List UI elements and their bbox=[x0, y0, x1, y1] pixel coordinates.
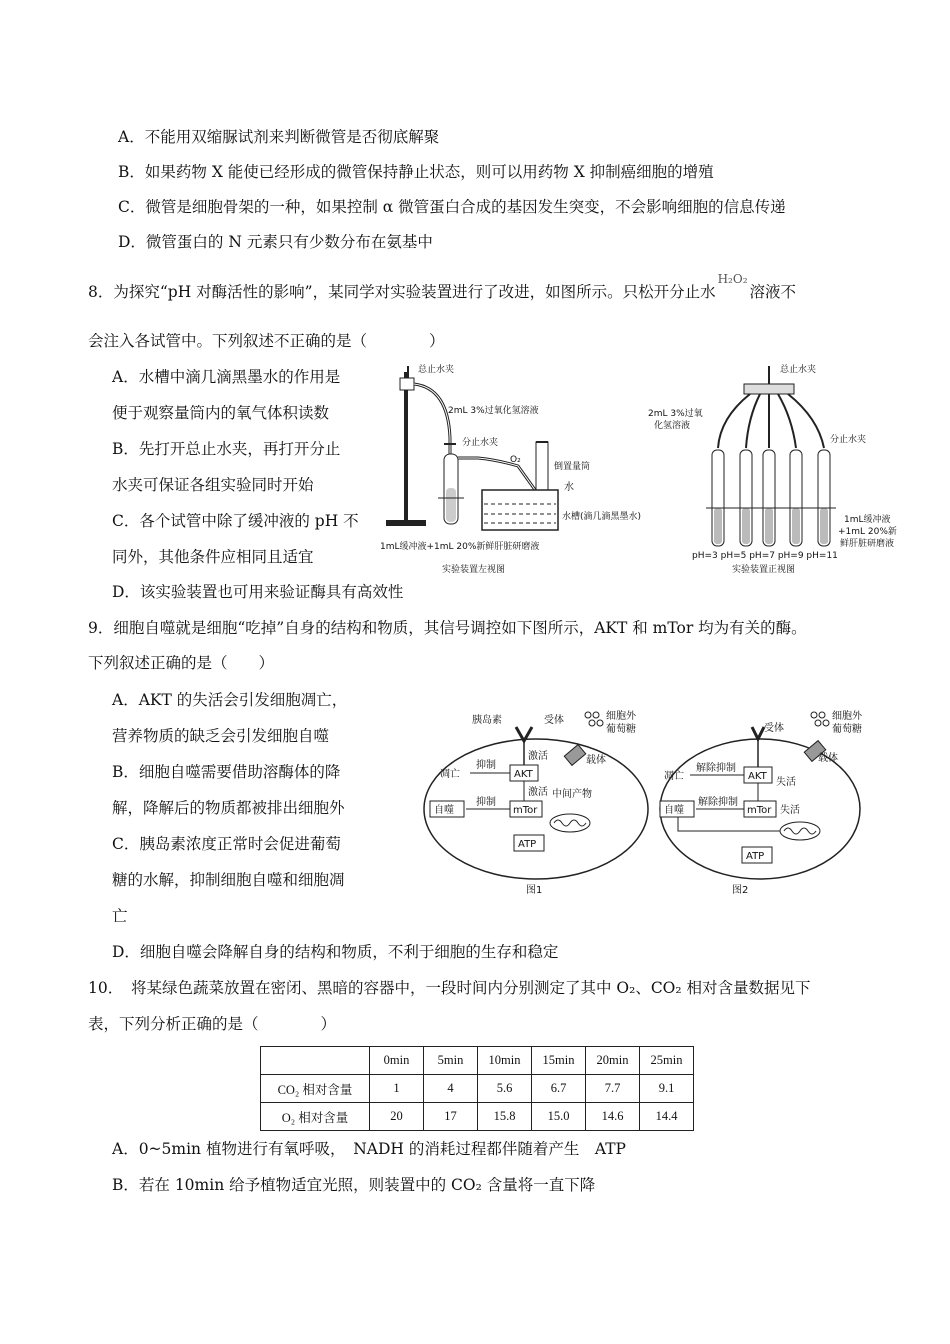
q10-option-a: A．0~5min 植物进行有氧呼吸， NADH 的消耗过程都伴随着产生 ATP bbox=[112, 1140, 626, 1158]
right-buffer-label-2: +1mL 20%新 bbox=[838, 527, 897, 537]
q9-option-c-line3: 亡 bbox=[112, 907, 128, 925]
left-caption: 实验装置左视图 bbox=[442, 565, 506, 575]
table-cell: 4 bbox=[424, 1075, 478, 1103]
table-cell: O₂ 相对含量 bbox=[261, 1103, 370, 1131]
q7-option-d: D．微管蛋白的 N 元素只有少数分布在氨基中 bbox=[118, 233, 433, 251]
right-clamp-main-label: 总止水夹 bbox=[780, 365, 817, 375]
table-header-cell: 20min bbox=[586, 1047, 640, 1075]
table-row bbox=[261, 1103, 694, 1131]
fig2-receptor-label: 受体 bbox=[764, 723, 784, 734]
fig2-release-label-1: 解除抑制 bbox=[696, 763, 736, 774]
fig1-activate-label-2: 激活 bbox=[528, 787, 548, 798]
table-cell: 17 bbox=[424, 1103, 478, 1131]
fig2-akt-label: AKT bbox=[748, 771, 767, 782]
fig1-glucose-label-2: 葡萄糖 bbox=[606, 724, 636, 735]
fig2-atp-label: ATP bbox=[746, 851, 765, 862]
right-h2o2-label-2: 化氢溶液 bbox=[654, 421, 691, 431]
table-header-row bbox=[261, 1047, 694, 1075]
table-cell: 1 bbox=[370, 1075, 424, 1103]
left-clamp-main-label: 总止水夹 bbox=[418, 365, 455, 375]
left-tube-label: 1mL缓冲液+1mL 20%新鲜肝脏研磨液 bbox=[380, 542, 540, 552]
table-cell: 14.6 bbox=[586, 1103, 640, 1131]
fig2-apoptosis-label: 凋亡 bbox=[664, 771, 684, 782]
q10-option-b: B．若在 10min 给予植物适宜光照，则装置中的 CO₂ 含量将一直下降 bbox=[112, 1176, 596, 1194]
left-water-label: 水 bbox=[564, 482, 574, 493]
fig1-activate-label-1: 激活 bbox=[528, 751, 548, 762]
q9-option-d: D．细胞自噬会降解自身的结构和物质，不利于细胞的生存和稳定 bbox=[112, 943, 559, 961]
left-cylinder-label: 倒置量筒 bbox=[554, 462, 591, 472]
fig1-glucose-label-1: 细胞外 bbox=[606, 711, 636, 722]
table-header-cell: 25min bbox=[640, 1047, 694, 1075]
q8-stem-pre: 8．为探究“pH 对酶活性的影响”，某同学对实验装置进行了改进，如图所示。只松开分止水 bbox=[88, 283, 716, 301]
q9-stem-line2: 下列叙述正确的是（ ） bbox=[88, 654, 275, 672]
q9-stem-line1: 9．细胞自噬就是细胞“吃掉”自身的结构和物质，其信号调控如下图所示，AKT 和 mTor 均为有关的酶。 bbox=[88, 619, 807, 637]
left-tank-label: 水槽(滴几滴黑墨水) bbox=[562, 512, 642, 522]
right-h2o2-label-1: 2mL 3%过氧 bbox=[648, 409, 703, 419]
q8-stem-post: 溶液不 bbox=[749, 283, 797, 301]
right-clamp-sub-label: 分止水夹 bbox=[830, 435, 867, 445]
q8-option-a-line2: 便于观察量筒内的氧气体积读数 bbox=[112, 404, 330, 422]
table-header-cell: 5min bbox=[424, 1047, 478, 1075]
q8-formula: H₂O₂ bbox=[717, 272, 748, 286]
q7-option-b: B．如果药物 X 能使已经形成的微管保持静止状态，则可以用药物 X 抑制癌细胞的增殖 bbox=[118, 163, 714, 181]
q10-stem-line2: 表，下列分析正确的是（ ） bbox=[88, 1015, 337, 1033]
left-o2-label: O₂ bbox=[510, 455, 521, 465]
q8-option-c-line1: C．各个试管中除了缓冲液的 pH 不 bbox=[112, 512, 359, 530]
table-cell: 15.8 bbox=[478, 1103, 532, 1131]
fig1-atp-label: ATP bbox=[518, 839, 537, 850]
fig1-inhibit-label-1: 抑制 bbox=[476, 760, 496, 771]
left-clamp-sub-label: 分止水夹 bbox=[462, 438, 499, 448]
q9-option-a-line1: A．AKT 的失活会引发细胞凋亡， bbox=[112, 691, 348, 709]
table-cell: 14.4 bbox=[640, 1103, 694, 1131]
fig2-autophagy-label: 自噬 bbox=[664, 805, 684, 816]
q8-option-d: D．该实验装置也可用来验证酶具有高效性 bbox=[112, 583, 404, 601]
table-cell: 9.1 bbox=[640, 1075, 694, 1103]
table-header-cell bbox=[261, 1047, 370, 1075]
q9-option-b-line1: B．细胞自噬需要借助溶酶体的降 bbox=[112, 763, 341, 781]
right-buffer-label-1: 1mL缓冲液 bbox=[844, 515, 891, 525]
left-h2o2-label: 2mL 3%过氧化氢溶液 bbox=[448, 406, 539, 416]
table-cell: 15.0 bbox=[532, 1103, 586, 1131]
table-cell: 5.6 bbox=[478, 1075, 532, 1103]
table-cell: CO₂ 相对含量 bbox=[261, 1075, 370, 1103]
q8-stem-line1 bbox=[88, 272, 797, 304]
q9-figure-2 bbox=[656, 705, 888, 897]
q9-option-a-line2: 营养物质的缺乏会引发细胞自噬 bbox=[112, 727, 330, 745]
q10-data-table bbox=[260, 1046, 694, 1131]
fig1-mtor-label: mTor bbox=[513, 805, 538, 816]
q7-option-a: A．不能用双缩脲试剂来判断微管是否彻底解聚 bbox=[118, 128, 440, 146]
fig2-caption: 图2 bbox=[732, 885, 749, 896]
table-cell: 20 bbox=[370, 1103, 424, 1131]
q8-stem-line2: 会注入各试管中。下列叙述不正确的是（ ） bbox=[88, 332, 445, 350]
table-header-cell: 15min bbox=[532, 1047, 586, 1075]
q9-figure-1 bbox=[420, 705, 652, 897]
fig1-apoptosis-label: 凋亡 bbox=[440, 769, 460, 780]
table-cell: 7.7 bbox=[586, 1075, 640, 1103]
right-buffer-label-3: 鲜肝脏研磨液 bbox=[840, 539, 895, 549]
q8-option-a-line1: A．水槽中滴几滴黑墨水的作用是 bbox=[112, 368, 341, 386]
q9-option-c-line1: C．胰岛素浓度正常时会促进葡萄 bbox=[112, 835, 341, 853]
fig2-glucose-label-1: 细胞外 bbox=[832, 711, 862, 722]
fig1-akt-label: AKT bbox=[514, 769, 533, 780]
table-cell: 6.7 bbox=[532, 1075, 586, 1103]
fig2-glucose-label-2: 葡萄糖 bbox=[832, 724, 862, 735]
fig2-carrier-label: 载体 bbox=[818, 753, 838, 764]
fig1-carrier-label: 载体 bbox=[586, 755, 606, 766]
fig1-autophagy-label: 自噬 bbox=[434, 805, 454, 816]
right-ph-labels: pH=3 pH=5 pH=7 pH=9 pH=11 bbox=[692, 551, 838, 561]
q8-option-c-line2: 同外，其他条件应相同且适宜 bbox=[112, 548, 314, 566]
q7-option-c: C．微管是细胞骨架的一种，如果控制 α 微管蛋白合成的基因发生突变，不会影响细胞的信息传递 bbox=[118, 198, 786, 216]
q10-stem-line1: 10． 将某绿色蔬菜放置在密闭、黑暗的容器中，一段时间内分别测定了其中 O₂、CO₂ 相对含量数据见下 bbox=[88, 979, 811, 997]
q8-figure-left-view bbox=[378, 358, 668, 580]
fig1-receptor-label: 受体 bbox=[544, 715, 564, 726]
table-row bbox=[261, 1075, 694, 1103]
table-header-cell: 0min bbox=[370, 1047, 424, 1075]
fig1-intermediate-label: 中间产物 bbox=[552, 789, 592, 800]
q8-option-b-line2: 水夹可保证各组实验同时开始 bbox=[112, 476, 314, 494]
q9-option-c-line2: 糖的水解，抑制细胞自噬和细胞凋 bbox=[112, 871, 345, 889]
q9-option-b-line2: 解，降解后的物质都被排出细胞外 bbox=[112, 799, 345, 817]
q8-option-b-line1: B．先打开总止水夹，再打开分止 bbox=[112, 440, 341, 458]
q8-figure-front-view bbox=[640, 358, 910, 580]
fig1-caption: 图1 bbox=[526, 885, 543, 896]
fig2-mtor-label: mTor bbox=[747, 805, 772, 816]
fig2-release-label-2: 解除抑制 bbox=[698, 797, 738, 808]
right-caption: 实验装置正视图 bbox=[732, 565, 796, 575]
fig2-inactive-label-1: 失活 bbox=[776, 777, 796, 788]
fig2-inactive-label-2: 失活 bbox=[780, 805, 800, 816]
fig1-insulin-label: 胰岛素 bbox=[472, 715, 502, 726]
fig1-inhibit-label-2: 抑制 bbox=[476, 797, 496, 808]
table-header-cell: 10min bbox=[478, 1047, 532, 1075]
